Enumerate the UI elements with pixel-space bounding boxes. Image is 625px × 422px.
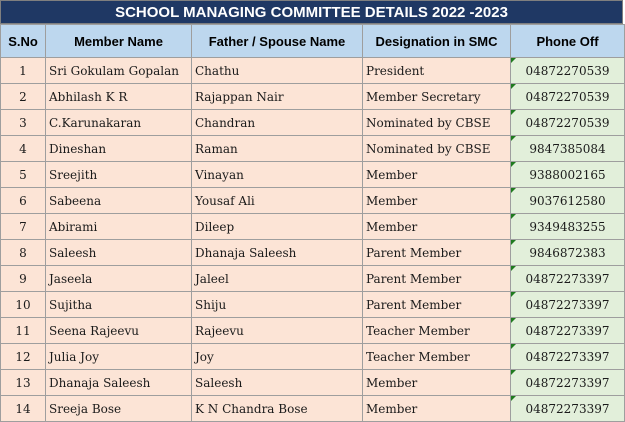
- cell-phone[interactable]: [511, 240, 625, 266]
- table-row: [1, 162, 625, 188]
- cell-member-name[interactable]: [46, 162, 192, 188]
- cell-member-name[interactable]: [46, 318, 192, 344]
- cell-phone[interactable]: [511, 266, 625, 292]
- cell-sno-text: 13: [15, 375, 31, 390]
- cell-designation-text: Member: [366, 193, 418, 208]
- error-indicator-icon: [511, 396, 516, 401]
- cell-father-spouse-name[interactable]: [192, 58, 363, 84]
- cell-member-name[interactable]: [46, 370, 192, 396]
- cell-father-spouse-name[interactable]: [192, 292, 363, 318]
- cell-sno-text: 10: [15, 297, 31, 312]
- smc-table: [0, 24, 625, 422]
- error-indicator-icon: [511, 162, 516, 167]
- table-row: [1, 110, 625, 136]
- cell-sno[interactable]: [1, 58, 46, 84]
- cell-designation[interactable]: [363, 162, 511, 188]
- cell-designation-text: President: [366, 63, 425, 78]
- cell-father-spouse-name[interactable]: [192, 110, 363, 136]
- cell-sno[interactable]: [1, 370, 46, 396]
- cell-member-name-text: Sreeja Bose: [49, 401, 122, 416]
- cell-father-spouse-name[interactable]: [192, 344, 363, 370]
- cell-sno-text: 7: [19, 219, 27, 234]
- cell-phone-text: 04872273397: [525, 323, 610, 338]
- cell-member-name-text: Abhilash K R: [49, 89, 128, 104]
- table-row: [1, 214, 625, 240]
- cell-member-name-text: Julia Joy: [49, 349, 99, 364]
- table-row: [1, 136, 625, 162]
- cell-designation[interactable]: [363, 84, 511, 110]
- cell-sno[interactable]: [1, 214, 46, 240]
- cell-member-name[interactable]: [46, 396, 192, 422]
- cell-sno[interactable]: [1, 318, 46, 344]
- cell-designation-text: Teacher Member: [366, 349, 470, 364]
- error-indicator-icon: [511, 136, 516, 141]
- cell-father-spouse-name-text: K N Chandra Bose: [195, 401, 308, 416]
- cell-member-name-text: Dhanaja Saleesh: [49, 375, 151, 390]
- cell-phone[interactable]: [511, 136, 625, 162]
- cell-sno-text: 14: [15, 401, 31, 416]
- error-indicator-icon: [511, 188, 516, 193]
- cell-phone-text: 04872270539: [525, 63, 610, 78]
- cell-phone[interactable]: [511, 110, 625, 136]
- cell-designation-text: Member Secretary: [366, 89, 481, 104]
- cell-phone[interactable]: [511, 370, 625, 396]
- cell-designation[interactable]: [363, 136, 511, 162]
- error-indicator-icon: [511, 58, 516, 63]
- cell-father-spouse-name-text: Rajeevu: [195, 323, 244, 338]
- cell-member-name[interactable]: [46, 136, 192, 162]
- cell-sno-text: 8: [19, 245, 27, 260]
- cell-member-name[interactable]: [46, 84, 192, 110]
- cell-designation-text: Teacher Member: [366, 323, 470, 338]
- error-indicator-icon: [511, 292, 516, 297]
- table-row: [1, 84, 625, 110]
- table-row: [1, 370, 625, 396]
- sheet-title[interactable]: SCHOOL MANAGING COMMITTEE DETAILS 2022 -2023: [0, 0, 623, 24]
- cell-designation-text: Member: [366, 167, 418, 182]
- cell-designation-text: Parent Member: [366, 271, 462, 286]
- cell-phone[interactable]: [511, 344, 625, 370]
- cell-father-spouse-name[interactable]: [192, 214, 363, 240]
- cell-sno-text: 11: [15, 323, 31, 338]
- header-row: [1, 25, 625, 58]
- cell-sno-text: 6: [19, 193, 27, 208]
- cell-designation-text: Member: [366, 219, 418, 234]
- cell-designation-text: Parent Member: [366, 245, 462, 260]
- cell-member-name-text: Jaseela: [49, 271, 93, 286]
- cell-phone[interactable]: [511, 292, 625, 318]
- cell-sno[interactable]: [1, 292, 46, 318]
- error-indicator-icon: [511, 344, 516, 349]
- cell-father-spouse-name[interactable]: [192, 188, 363, 214]
- cell-phone-text: 9846872383: [529, 245, 606, 260]
- cell-designation[interactable]: [363, 318, 511, 344]
- cell-father-spouse-name[interactable]: [192, 240, 363, 266]
- cell-member-name[interactable]: [46, 292, 192, 318]
- cell-father-spouse-name-text: Chandran: [195, 115, 256, 130]
- header-phone-off[interactable]: Phone Off: [511, 25, 625, 58]
- cell-phone-text: 04872270539: [525, 89, 610, 104]
- cell-sno[interactable]: [1, 136, 46, 162]
- cell-sno[interactable]: [1, 240, 46, 266]
- cell-member-name-text: C.Karunakaran: [49, 115, 142, 130]
- cell-designation[interactable]: [363, 214, 511, 240]
- cell-sno-text: 1: [19, 63, 27, 78]
- table-row: [1, 266, 625, 292]
- cell-father-spouse-name-text: Chathu: [195, 63, 240, 78]
- header-sno[interactable]: S.No: [1, 25, 46, 58]
- cell-phone[interactable]: [511, 188, 625, 214]
- cell-designation[interactable]: [363, 58, 511, 84]
- cell-designation-text: Member: [366, 375, 418, 390]
- cell-phone-text: 9388002165: [529, 167, 606, 182]
- cell-member-name[interactable]: [46, 240, 192, 266]
- cell-designation[interactable]: [363, 292, 511, 318]
- table-row: [1, 292, 625, 318]
- cell-designation-text: Member: [366, 401, 418, 416]
- table-row: [1, 188, 625, 214]
- table-row: [1, 240, 625, 266]
- cell-father-spouse-name-text: Vinayan: [195, 167, 244, 182]
- cell-phone[interactable]: [511, 162, 625, 188]
- cell-sno-text: 2: [19, 89, 27, 104]
- cell-designation-text: Nominated by CBSE: [366, 115, 491, 130]
- cell-designation[interactable]: [363, 370, 511, 396]
- cell-designation[interactable]: [363, 344, 511, 370]
- cell-phone[interactable]: [511, 84, 625, 110]
- cell-designation-text: Nominated by CBSE: [366, 141, 491, 156]
- cell-sno[interactable]: [1, 162, 46, 188]
- table-row: [1, 396, 625, 422]
- cell-member-name[interactable]: [46, 266, 192, 292]
- cell-father-spouse-name[interactable]: [192, 370, 363, 396]
- table-row: [1, 58, 625, 84]
- cell-phone-text: 04872273397: [525, 401, 610, 416]
- cell-phone-text: 9349483255: [529, 219, 606, 234]
- cell-father-spouse-name[interactable]: [192, 84, 363, 110]
- cell-member-name[interactable]: [46, 214, 192, 240]
- cell-father-spouse-name-text: Joy: [195, 349, 214, 364]
- cell-member-name[interactable]: [46, 188, 192, 214]
- cell-father-spouse-name[interactable]: [192, 136, 363, 162]
- error-indicator-icon: [511, 84, 516, 89]
- cell-father-spouse-name-text: Yousaf Ali: [195, 193, 255, 208]
- cell-phone-text: 04872273397: [525, 375, 610, 390]
- cell-sno[interactable]: [1, 396, 46, 422]
- cell-father-spouse-name-text: Dhanaja Saleesh: [195, 245, 297, 260]
- cell-sno[interactable]: [1, 188, 46, 214]
- cell-designation[interactable]: [363, 240, 511, 266]
- cell-father-spouse-name[interactable]: [192, 396, 363, 422]
- cell-designation[interactable]: [363, 110, 511, 136]
- cell-phone-text: 04872273397: [525, 297, 610, 312]
- error-indicator-icon: [511, 318, 516, 323]
- cell-member-name-text: Seena Rajeevu: [49, 323, 140, 338]
- cell-sno-text: 3: [19, 115, 27, 130]
- cell-father-spouse-name-text: Shiju: [195, 297, 227, 312]
- table-row: [1, 344, 625, 370]
- error-indicator-icon: [511, 266, 516, 271]
- header-member-name[interactable]: Member Name: [46, 25, 192, 58]
- cell-phone[interactable]: [511, 318, 625, 344]
- cell-father-spouse-name[interactable]: [192, 318, 363, 344]
- cell-sno-text: 9: [19, 271, 27, 286]
- cell-sno-text: 12: [15, 349, 31, 364]
- cell-member-name-text: Dineshan: [49, 141, 107, 156]
- header-designation[interactable]: Designation in SMC: [363, 25, 511, 58]
- cell-designation[interactable]: [363, 396, 511, 422]
- cell-member-name-text: Sujitha: [49, 297, 93, 312]
- cell-father-spouse-name-text: Raman: [195, 141, 238, 156]
- cell-sno[interactable]: [1, 110, 46, 136]
- cell-father-spouse-name-text: Saleesh: [195, 375, 243, 390]
- cell-phone-text: 9037612580: [529, 193, 606, 208]
- cell-father-spouse-name[interactable]: [192, 162, 363, 188]
- cell-phone[interactable]: [511, 58, 625, 84]
- cell-sno[interactable]: [1, 344, 46, 370]
- cell-phone[interactable]: [511, 396, 625, 422]
- cell-sno-text: 4: [19, 141, 27, 156]
- cell-phone-text: 04872273397: [525, 271, 610, 286]
- error-indicator-icon: [511, 240, 516, 245]
- cell-phone-text: 04872270539: [525, 115, 610, 130]
- cell-phone-text: 9847385084: [529, 141, 606, 156]
- table-row: [1, 318, 625, 344]
- cell-member-name-text: Sri Gokulam Gopalan: [49, 63, 179, 78]
- cell-sno-text: 5: [19, 167, 27, 182]
- cell-member-name-text: Sreejith: [49, 167, 98, 182]
- cell-father-spouse-name-text: Dileep: [195, 219, 235, 234]
- error-indicator-icon: [511, 110, 516, 115]
- cell-designation[interactable]: [363, 188, 511, 214]
- error-indicator-icon: [511, 370, 516, 375]
- cell-member-name-text: Abirami: [49, 219, 98, 234]
- cell-designation-text: Parent Member: [366, 297, 462, 312]
- cell-member-name[interactable]: [46, 110, 192, 136]
- error-indicator-icon: [511, 214, 516, 219]
- cell-father-spouse-name-text: Jaleel: [195, 271, 229, 286]
- cell-father-spouse-name[interactable]: [192, 266, 363, 292]
- cell-phone[interactable]: [511, 214, 625, 240]
- cell-phone-text: 04872273397: [525, 349, 610, 364]
- cell-member-name-text: Sabeena: [49, 193, 102, 208]
- cell-father-spouse-name-text: Rajappan Nair: [195, 89, 284, 104]
- cell-sno[interactable]: [1, 84, 46, 110]
- header-father-spouse-name[interactable]: Father / Spouse Name: [192, 25, 363, 58]
- cell-member-name[interactable]: [46, 58, 192, 84]
- cell-sno[interactable]: [1, 266, 46, 292]
- cell-designation[interactable]: [363, 266, 511, 292]
- cell-member-name-text: Saleesh: [49, 245, 97, 260]
- cell-member-name[interactable]: [46, 344, 192, 370]
